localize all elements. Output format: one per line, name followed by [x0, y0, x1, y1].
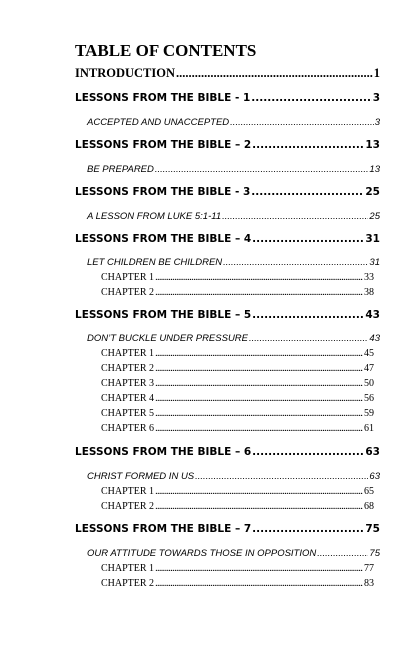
dot-leader	[155, 501, 363, 512]
toc-entry-page: 63	[369, 471, 380, 482]
toc-entry-title: CHAPTER 6	[101, 423, 155, 434]
dot-leader	[230, 117, 374, 128]
toc-entry-page: 3	[374, 117, 380, 128]
toc-entry-title: LESSONS FROM THE BIBLE – 2	[75, 139, 252, 151]
dot-leader	[317, 548, 368, 559]
toc-entry-page: 50	[364, 378, 374, 389]
toc-entry-lesson[interactable]	[87, 548, 380, 559]
toc-entry-chapter[interactable]	[101, 287, 374, 298]
dot-leader	[252, 309, 364, 321]
toc-entry-part[interactable]	[75, 139, 380, 151]
toc-entry-page: 43	[365, 309, 380, 321]
toc-entry-page: 43	[369, 333, 380, 344]
toc-entry-title: CHAPTER 2	[101, 501, 155, 512]
toc-entry-title: CHAPTER 2	[101, 578, 155, 589]
toc-entry-title: CHAPTER 5	[101, 408, 155, 419]
toc-entry-part[interactable]	[75, 309, 380, 321]
toc-entry-part[interactable]	[75, 233, 380, 245]
toc-entry-chapter[interactable]	[101, 378, 374, 389]
toc-entry-page: 63	[365, 446, 380, 458]
toc-entry-title: CHRIST FORMED IN US	[87, 471, 195, 482]
toc-entry-lesson[interactable]	[87, 471, 380, 482]
toc-entry-chapter[interactable]	[101, 393, 374, 404]
toc-entry-chapter[interactable]	[101, 578, 374, 589]
toc-entry-chapter[interactable]	[101, 272, 374, 283]
toc-title: TABLE OF CONTENTS	[75, 41, 257, 60]
dot-leader	[155, 563, 363, 574]
dot-leader	[155, 408, 363, 419]
toc-entry-title: A LESSON FROM LUKE 5:1-11	[87, 211, 222, 222]
dot-leader	[155, 348, 363, 359]
toc-entry-page: 61	[364, 423, 374, 434]
toc-entry-lesson[interactable]	[87, 333, 380, 344]
toc-entry-page: 77	[364, 563, 374, 574]
toc-entry-title: CHAPTER 1	[101, 348, 155, 359]
toc-entry-title: CHAPTER 1	[101, 563, 155, 574]
dot-leader	[251, 92, 371, 104]
dot-leader	[252, 446, 364, 458]
toc-entry-page: 56	[364, 393, 374, 404]
dot-leader	[155, 378, 363, 389]
dot-leader	[155, 363, 363, 374]
dot-leader	[155, 393, 363, 404]
toc-entry-title: LESSONS FROM THE BIBLE – 5	[75, 309, 252, 321]
toc-entry-title: INTRODUCTION	[75, 66, 176, 80]
dot-leader	[223, 257, 368, 268]
toc-entry-lesson[interactable]	[87, 117, 380, 128]
toc-entry-title: LET CHILDREN BE CHILDREN	[87, 257, 223, 268]
toc-entry-part[interactable]	[75, 92, 380, 104]
dot-leader	[155, 272, 363, 283]
toc-entry-part[interactable]	[75, 186, 380, 198]
toc-entry-page: 13	[365, 139, 380, 151]
toc-entry-lesson[interactable]	[87, 164, 380, 175]
dot-leader	[252, 233, 364, 245]
toc-entry-part[interactable]	[75, 523, 380, 535]
toc-entry-title: CHAPTER 1	[101, 272, 155, 283]
toc-entry-page: 65	[364, 486, 374, 497]
toc-entry-lesson[interactable]	[87, 211, 380, 222]
toc-entry-title: CHAPTER 4	[101, 393, 155, 404]
toc-entry-title: ACCEPTED AND UNACCEPTED	[87, 117, 230, 128]
toc-entry-page: 59	[364, 408, 374, 419]
dot-leader	[252, 139, 364, 151]
toc-entry-title: LESSONS FROM THE BIBLE – 4	[75, 233, 252, 245]
toc-entry-title: DON’T BUCKLE UNDER PRESSURE	[87, 333, 248, 344]
toc-entry-part[interactable]	[75, 446, 380, 458]
toc-entry-page: 31	[369, 257, 380, 268]
toc-entry-page: 83	[364, 578, 374, 589]
toc-entry-page: 1	[373, 66, 380, 80]
toc-entry-title: LESSONS FROM THE BIBLE - 3	[75, 186, 251, 198]
toc-entry-lesson[interactable]	[87, 257, 380, 268]
toc-entry-title: CHAPTER 3	[101, 378, 155, 389]
dot-leader	[195, 471, 368, 482]
dot-leader	[155, 486, 363, 497]
dot-leader	[222, 211, 368, 222]
toc-entry-title: LESSONS FROM THE BIBLE – 7	[75, 523, 252, 535]
toc-entry-title: BE PREPARED	[87, 164, 154, 175]
toc-entry-page: 13	[369, 164, 380, 175]
toc-entry-page: 38	[364, 287, 374, 298]
dot-leader	[155, 164, 369, 175]
toc-entry-page: 3	[372, 92, 380, 104]
toc-entry-title: OUR ATTITUDE TOWARDS THOSE IN OPPOSITION	[87, 548, 317, 559]
toc-entry-page: 68	[364, 501, 374, 512]
toc-entry-chapter[interactable]	[101, 486, 374, 497]
toc-entry-title: CHAPTER 2	[101, 363, 155, 374]
dot-leader	[176, 66, 373, 81]
dot-leader	[155, 287, 363, 298]
toc-entry-title: LESSONS FROM THE BIBLE – 6	[75, 446, 252, 458]
toc-entry-title: CHAPTER 2	[101, 287, 155, 298]
toc-entry-page: 45	[364, 348, 374, 359]
dot-leader	[249, 333, 368, 344]
toc-entry-page: 75	[365, 523, 380, 535]
toc-entry-page: 25	[369, 211, 380, 222]
toc-entry-page: 31	[365, 233, 380, 245]
toc-entry-chapter[interactable]	[101, 563, 374, 574]
toc-entry-page: 33	[364, 272, 374, 283]
toc-entry-chapter[interactable]	[101, 408, 374, 419]
toc-entry-title: CHAPTER 1	[101, 486, 155, 497]
toc-page	[75, 0, 380, 672]
dot-leader	[155, 578, 363, 589]
toc-entry-chapter[interactable]	[101, 423, 374, 434]
toc-entry-title: LESSONS FROM THE BIBLE - 1	[75, 92, 251, 104]
toc-entry-chapter[interactable]	[101, 348, 374, 359]
toc-entry-page: 47	[364, 363, 374, 374]
toc-entry-chapter[interactable]	[101, 501, 374, 512]
toc-entry-chapter[interactable]	[101, 363, 374, 374]
toc-entry-introduction[interactable]	[75, 66, 380, 81]
dot-leader	[252, 523, 364, 535]
dot-leader	[155, 423, 363, 434]
toc-entry-page: 75	[369, 548, 380, 559]
dot-leader	[251, 186, 364, 198]
toc-entry-page: 25	[365, 186, 380, 198]
